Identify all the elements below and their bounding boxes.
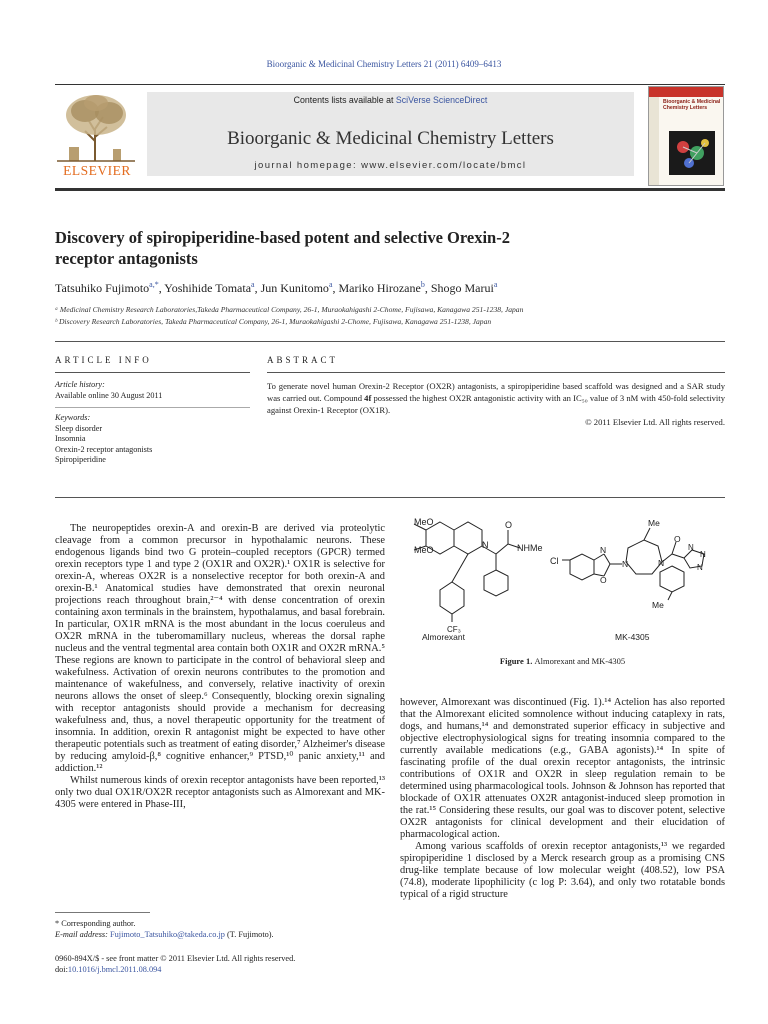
author-name[interactable]: Shogo Marui — [430, 281, 494, 295]
body-left-column — [55, 523, 385, 811]
footnote — [55, 918, 385, 940]
author-separator: , — [332, 281, 339, 295]
history-value: Available online 30 August 2011 — [55, 390, 163, 400]
abstract-part-1: To generate novel human Orexin-2 Receptor (OX2R) antagonists, a spiropiperidine based scaffold was designed and a SAR study was carried out. Compound — [267, 381, 725, 403]
article-title-line-2: receptor antagonists — [55, 249, 198, 268]
author-name[interactable]: Jun Kunitomo — [260, 281, 329, 295]
abstract-part-2: possessed the highest OX2R antagonistic activity with an IC₅₀ value of 3 nM with 450-fold selectivity against Orexin-1 Receptor (OX1R). — [267, 393, 725, 415]
affiliation-b: ᵇ Discovery Research Laboratories, Takeda Pharmaceutical Company, 26-1, Muraokahigashi 2-Chome, Fujisawa, Kanagawa 251-1238, Japan — [55, 317, 492, 326]
bottom-info — [55, 953, 385, 975]
figure-caption-text: Almorexant and MK-4305 — [534, 656, 626, 666]
doi-prefix: doi: — [55, 965, 68, 974]
divider — [55, 372, 250, 373]
author-separator: , — [254, 281, 261, 295]
atom-label: NHMe — [517, 543, 543, 553]
article-title — [55, 227, 715, 269]
cover-side-strip — [649, 97, 659, 185]
issn-line: 0960-894X/$ - see front matter © 2011 Elsevier Ltd. All rights reserved. — [55, 954, 296, 963]
mk4305-label: MK-4305 — [615, 632, 650, 642]
affiliation-a: ᵃ Medicinal Chemistry Research Laboratories,Takeda Pharmaceutical Company, 26-1, Muraokahigashi 2-Chome, Fujisawa, Kanagawa 251-1238, Japan — [55, 305, 524, 314]
author-separator: , — [158, 281, 165, 295]
author-affiliation-mark[interactable]: a — [328, 280, 333, 289]
body-right-column — [400, 697, 725, 901]
elsevier-tree-icon — [55, 91, 137, 163]
author-list — [55, 280, 715, 296]
figure-label: Figure 1. — [499, 656, 533, 666]
mk4305-structure — [562, 528, 704, 600]
almorexant-structure — [414, 522, 520, 622]
chemical-structures-image — [400, 510, 725, 656]
keyword-item: Spiropiperidine — [55, 455, 106, 464]
journal-citation[interactable]: Bioorganic & Medicinal Chemistry Letters 21 (2011) 6409–6413 — [266, 59, 502, 69]
body-paragraph: however, Almorexant was discontinued (Fig. 1).¹⁴ Actelion has also reported that the Almorexant elicited somnolence without inducing cataplexy in rats, dogs, and humans,¹⁴ and demonstrated superior efficacy in subjective and objective electrophysiological signs for treating insomnia compared to the currently available medications (e.g., GABA agonists).¹⁴ In spite of fascinating profile of the dual orexin receptor antagonists, the intrinsic contributions of OX1R and OX2R in sleep regulation remain to be determined using pharmacological tools. Johnson & Johnson has reported that blockade of OX1R attenuates OX2R antagonist-induced sleep promotion in the rat.¹⁵ Considering these results, our goal was to discover potent, selective OX2R antagonists for clinical development and their elucidation of pharmacological action. — [400, 697, 725, 840]
atom-label: Me — [648, 518, 660, 528]
atom-label: MeO — [414, 517, 434, 527]
author-name[interactable]: Yoshihide Tomata — [164, 281, 252, 295]
atom-label: N — [700, 550, 706, 559]
elsevier-wordmark: ELSEVIER — [63, 163, 131, 178]
email-link[interactable]: Fujimoto_Tatsuhiko@takeda.co.jp — [110, 930, 225, 939]
author-affiliation-mark[interactable]: a — [493, 280, 498, 289]
almorexant-label: Almorexant — [422, 632, 465, 642]
author-affiliation-mark[interactable]: a,* — [149, 280, 159, 289]
keywords-block — [55, 413, 250, 466]
body-paragraph: The neuropeptides orexin-A and orexin-B are derived via proteolytic cleavage from a common precursor in hypothalamic neurons. These endogenous ligands bind two G protein–coupled receptors (GPCR) termed orexin receptors type 1 and type 2 (OX1R and OX2R).¹ OX1R is selective for orexin-A, whereas OX2R is a nonselective receptor for both orexin-A and orexin-B.¹ Anatomical studies have demonstrated that orexin neuronal projections reach throughout brain,²⁻⁴ with dense concentration of orexin containing axon terminals in the brainstem, hypothalamus, and basal forebrain. In particular, OX1R mRNA is the most abundant in the locus coeruleus and OX2R mRNA in the tuberomamillary nucleus, whereas the dorsal raphe nucleus and the ventral tegmental area contain both OX1R and OX2R mRNA.⁵ These regions are known to participate in the control of behavioral sleep and wakefulness. Activation of orexin neurons contributes to the promotion and maintenance of wakefulness, and conversely, relative inactivity of orexin neurons allows the onset of sleep.⁶ Consequently, blocking orexin signaling with receptor antagonists should provide a mechanism for decreasing wakefulness and, thus, a novel therapeutic opportunity for the treatment of insomnia. In addition, orexin R antagonist might be expected to have other therapeutic potentials such as treatment of eating disorder,⁷ Alzheimer's disease by reducing amyloid-β,⁸ cognitive enhancer,⁹ PTSD,¹⁰ panic anxiety,¹¹ and addiction.¹² — [55, 523, 385, 774]
elsevier-logo[interactable] — [55, 91, 137, 181]
contents-prefix: Contents lists available at — [293, 95, 396, 105]
author-name[interactable]: Tatsuhiko Fujimoto — [55, 281, 150, 295]
divider — [55, 407, 250, 408]
atom-label: O — [600, 575, 607, 585]
keyword-item: Orexin-2 receptor antagonists — [55, 444, 153, 454]
journal-cover-thumbnail[interactable] — [648, 86, 724, 186]
figure-caption — [400, 656, 725, 666]
keyword-item: Sleep disorder — [55, 423, 103, 433]
divider — [267, 372, 725, 373]
atom-label: O — [505, 520, 513, 530]
article-title-line-1: Discovery of spiropiperidine-based potent and selective Orexin-2 — [55, 228, 510, 247]
history-label: Article history: — [55, 380, 105, 389]
atom-label: CF₃ — [447, 625, 461, 634]
abstract-copyright: © 2011 Elsevier Ltd. All rights reserved. — [585, 417, 725, 427]
abstract-heading: ABSTRACT — [267, 355, 339, 365]
keywords-label: Keywords: — [55, 413, 91, 422]
cover-title: Bioorganic & Medicinal Chemistry Letters — [663, 99, 721, 111]
contents-line — [147, 95, 634, 105]
doi-link[interactable]: 10.1016/j.bmcl.2011.08.094 — [67, 965, 162, 974]
abstract-text — [267, 380, 725, 428]
keyword-item: Insomnia — [55, 434, 86, 443]
corresponding-author-note: * Corresponding author. — [55, 919, 136, 928]
atom-label: N — [688, 543, 694, 552]
email-owner: (T. Fujimoto). — [224, 930, 274, 939]
author-name[interactable]: Mariko Hirozane — [338, 281, 421, 295]
atom-label: N — [622, 559, 629, 569]
atom-label: MeO — [414, 545, 434, 555]
email-label: E-mail address: — [55, 930, 110, 939]
atom-label: O — [674, 534, 681, 544]
author-separator: , — [424, 281, 431, 295]
abstract-compound: 4f — [364, 393, 372, 403]
atom-label: N — [600, 545, 607, 555]
sciverse-link[interactable]: SciVerse ScienceDirect — [395, 95, 488, 105]
journal-masthead — [55, 84, 725, 191]
article-info-heading: ARTICLE INFO — [55, 355, 152, 365]
divider — [55, 341, 725, 342]
footnote-divider — [55, 912, 150, 913]
body-paragraph: Whilst numerous kinds of orexin receptor antagonists have been reported,¹³ only two dual OX1R/OX2R receptor antagonists such as Almorexant and MK-4305 were entered in Phase-III, — [55, 775, 385, 810]
author-affiliation-mark[interactable]: b — [420, 280, 425, 289]
journal-title: Bioorganic & Medicinal Chemistry Letters — [227, 128, 554, 149]
author-affiliation-mark[interactable]: a — [251, 280, 255, 289]
atom-label: N — [697, 563, 703, 572]
figure-1[interactable] — [400, 510, 725, 656]
atom-label: N — [658, 558, 665, 568]
atom-label: Cl — [550, 556, 559, 566]
divider — [55, 497, 725, 498]
body-paragraph: Among various scaffolds of orexin receptor antagonists,¹³ we regarded spiropiperidine 1 disclosed by a Merck research group as a promising CNS drug-like template because of low molecular weight (408.52), low PSA (74.8), moderate lipophilicity (c log P: 3.64), and only two rotatable bonds typical of a rigid structure — [400, 841, 725, 900]
cover-top-bar — [649, 87, 723, 97]
atom-label: Me — [652, 600, 664, 610]
journal-band — [147, 92, 634, 176]
cover-molecule-image — [669, 131, 715, 175]
article-history — [55, 380, 250, 401]
journal-homepage[interactable]: journal homepage: www.elsevier.com/locate/bmcl — [254, 160, 527, 171]
atom-label: N — [482, 540, 489, 550]
